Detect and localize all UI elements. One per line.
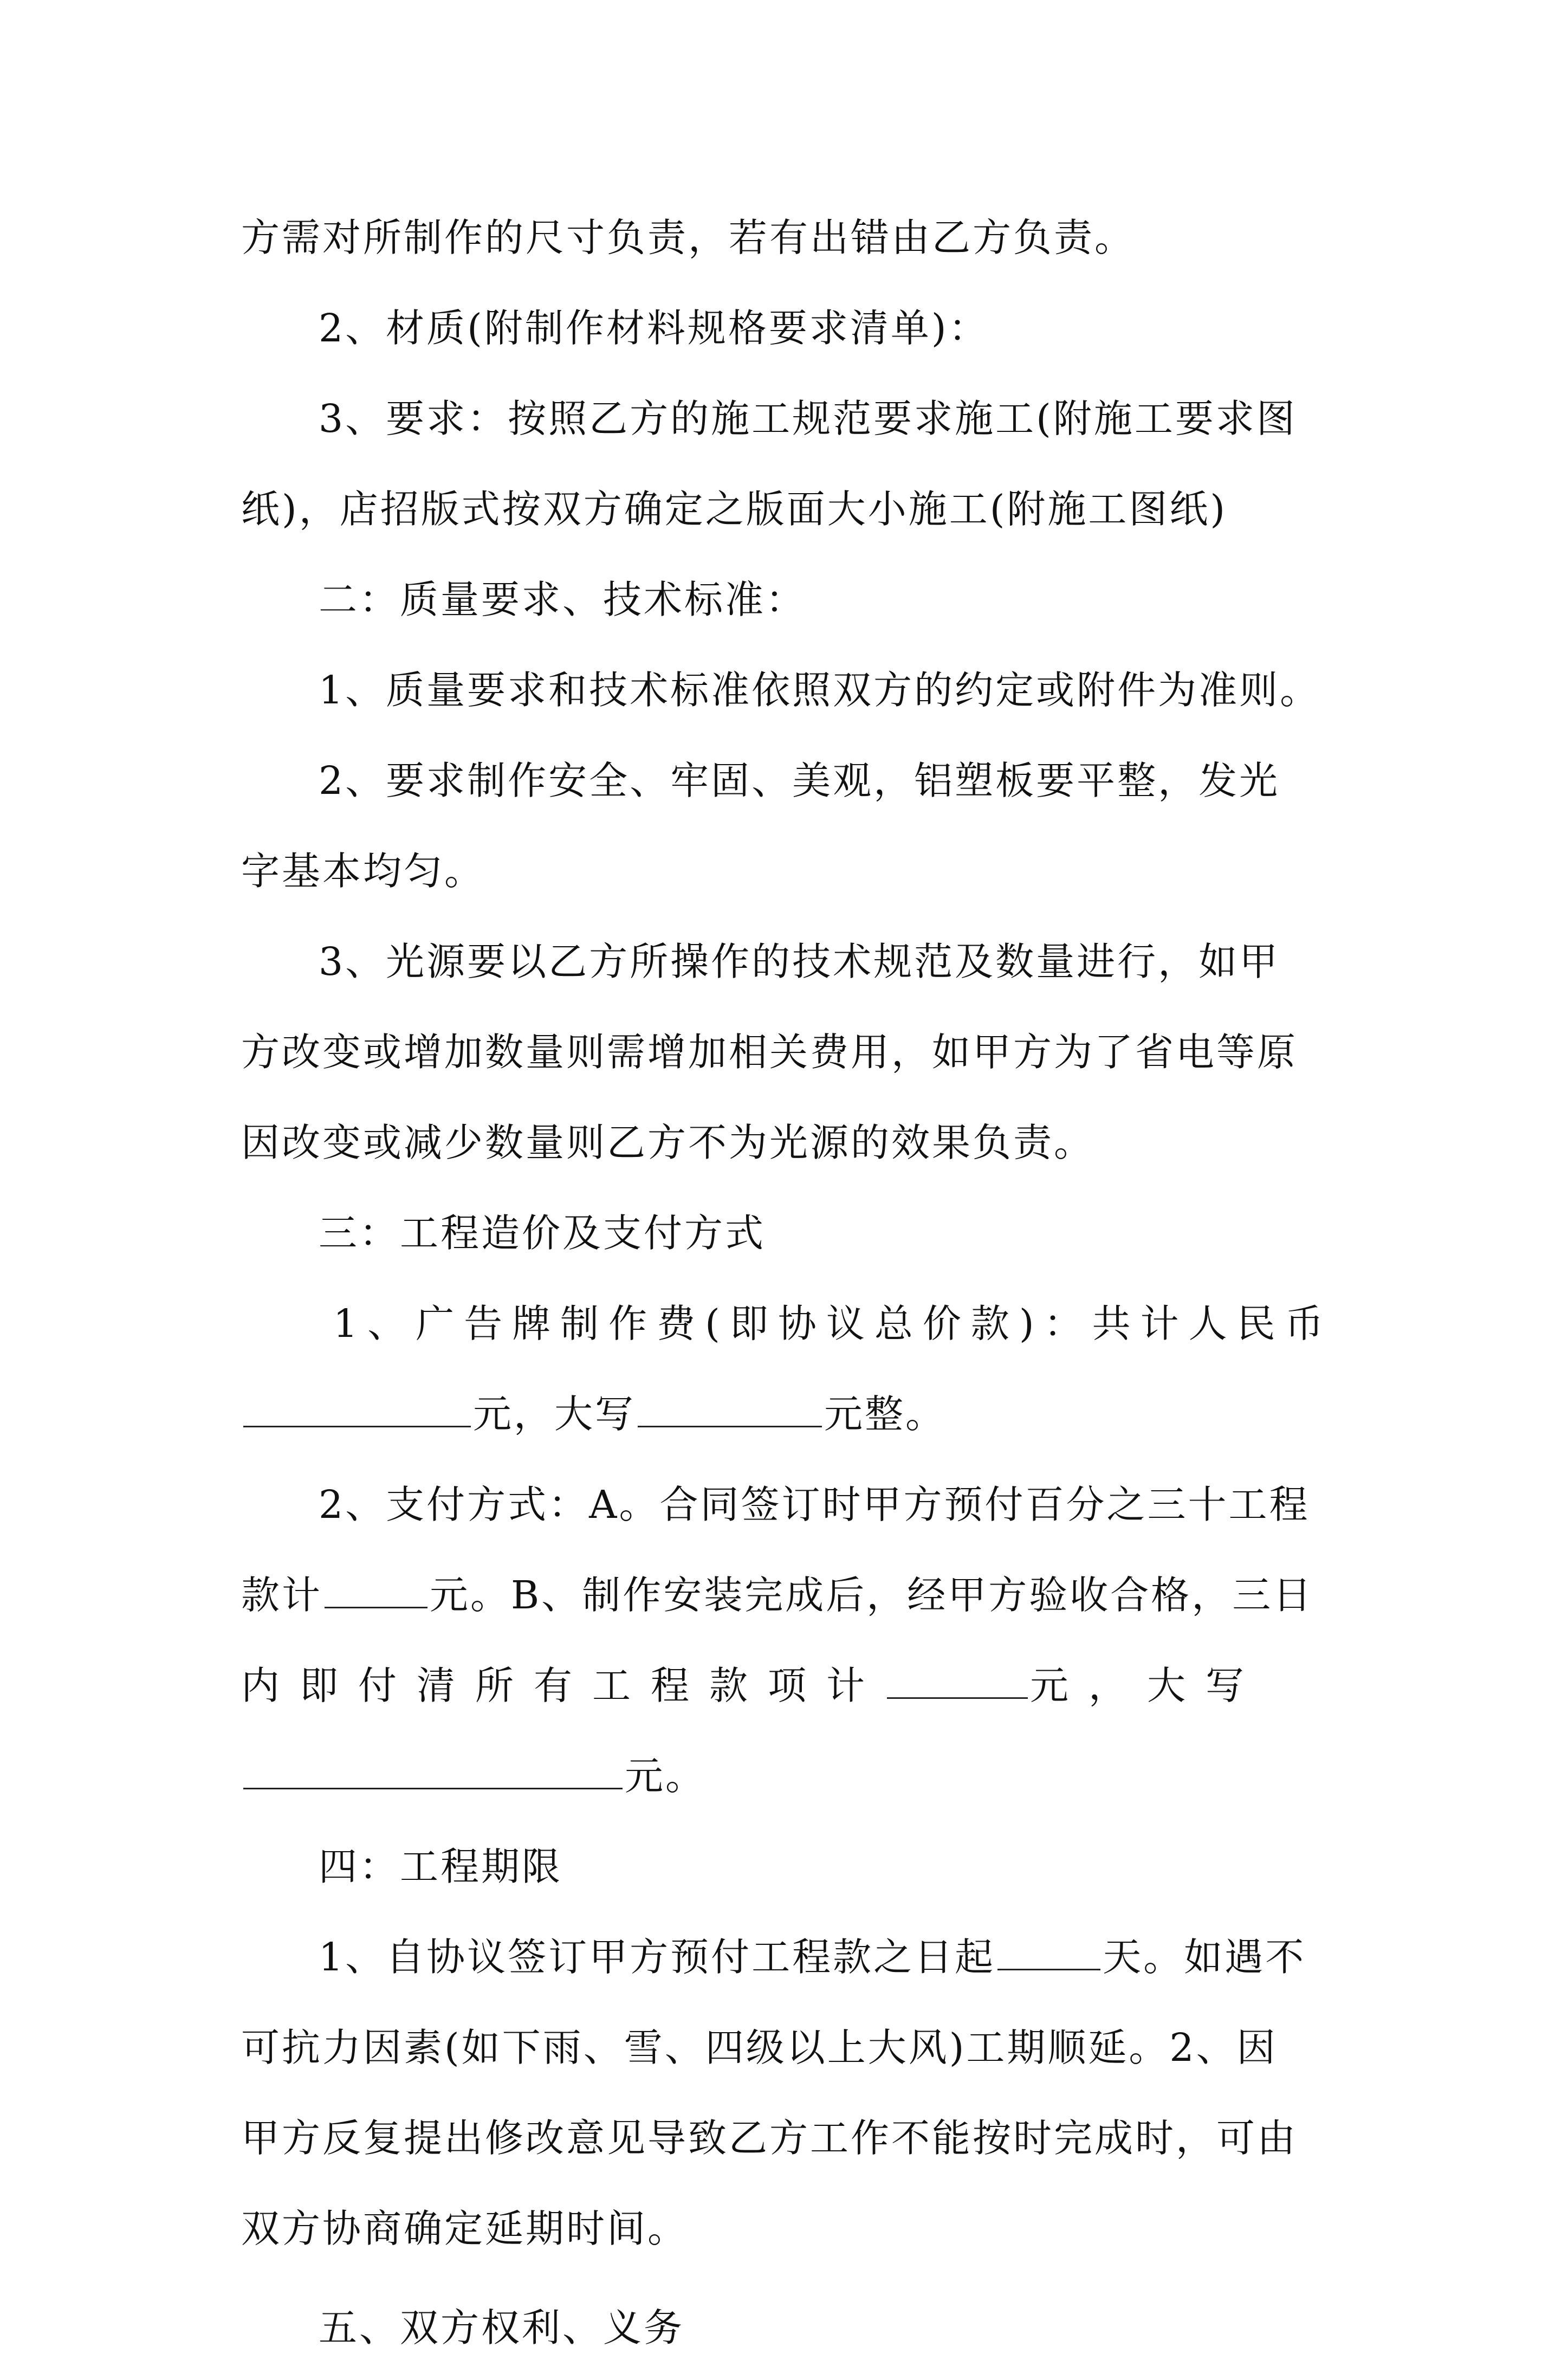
paragraph-line: 双方协商确定延期时间。 bbox=[241, 2206, 689, 2251]
paragraph-line: 1、广告牌制作费(即协议总价款)：共计人民币 bbox=[333, 1301, 1333, 1346]
text-run: 款计 bbox=[241, 1573, 323, 1618]
paragraph-line: 2、要求制作安全、牢固、美观，铝塑板要平整，发光 bbox=[319, 758, 1280, 803]
paragraph-line: 3、要求：按照乙方的施工规范要求施工(附施工要求图 bbox=[319, 396, 1297, 441]
section-heading: 三：工程造价及支付方式 bbox=[319, 1211, 766, 1256]
paragraph-line: 字基本均匀。 bbox=[241, 849, 485, 894]
text-run: 元整。 bbox=[824, 1392, 947, 1437]
fill-in-blank bbox=[997, 1936, 1100, 1970]
fill-in-blank bbox=[638, 1393, 822, 1427]
text-run: 元。 bbox=[625, 1754, 707, 1799]
fill-in-blank bbox=[325, 1574, 427, 1608]
fill-in-blank bbox=[887, 1665, 1028, 1699]
paragraph-line: 1、质量要求和技术标准依照双方的约定或附件为准则。 bbox=[319, 668, 1321, 713]
paragraph-line: 方需对所制作的尺寸负责，若有出错由乙方负责。 bbox=[241, 215, 1136, 260]
text-run: 元。B、制作安装完成后，经甲方验收合格，三日 bbox=[430, 1573, 1314, 1618]
text-run: 天。如遇不 bbox=[1103, 1935, 1306, 1980]
paragraph-line: 2、材质(附制作材料规格要求清单)： bbox=[319, 306, 989, 351]
section-heading: 五、双方权利、义务 bbox=[319, 2305, 685, 2350]
paragraph-line: 2、支付方式：A。合同签订时甲方预付百分之三十工程 bbox=[319, 1482, 1310, 1527]
paragraph-line: 因改变或减少数量则乙方不为光源的效果负责。 bbox=[241, 1120, 1095, 1165]
fill-in-blank bbox=[243, 1755, 623, 1789]
paragraph-line: 3、光源要以乙方所操作的技术规范及数量进行，如甲 bbox=[319, 939, 1280, 984]
paragraph-line: 纸)，店招版式按双方确定之版面大小施工(附施工图纸) bbox=[241, 487, 1228, 532]
paragraph-line bbox=[241, 1640, 1341, 1731]
text-run: 元，大写 bbox=[473, 1392, 636, 1437]
text-run: 元，大写 bbox=[1030, 1663, 1265, 1708]
paragraph-line: 方改变或增加数量则需增加相关费用，如甲方为了省电等原 bbox=[241, 1030, 1298, 1075]
fill-in-blank bbox=[243, 1393, 471, 1427]
section-heading: 二：质量要求、技术标准： bbox=[319, 577, 807, 622]
paragraph-line: 甲方反复提出修改意见导致乙方工作不能按时完成时，可由 bbox=[241, 2116, 1298, 2161]
document-body bbox=[241, 192, 1341, 2373]
paragraph-line bbox=[241, 1550, 1341, 1640]
paragraph-line: 可抗力因素(如下雨、雪、四级以上大风)工期顺延。2、因 bbox=[241, 2025, 1278, 2070]
paragraph-line bbox=[241, 1912, 1341, 2002]
paragraph-line bbox=[241, 1369, 1341, 1459]
paragraph-line bbox=[241, 1731, 1341, 1821]
text-run: 1、自协议签订甲方预付工程款之日起 bbox=[319, 1935, 996, 1980]
text-run: 内即付清所有工程款项计 bbox=[241, 1663, 885, 1708]
section-heading: 四：工程期限 bbox=[319, 1844, 563, 1889]
